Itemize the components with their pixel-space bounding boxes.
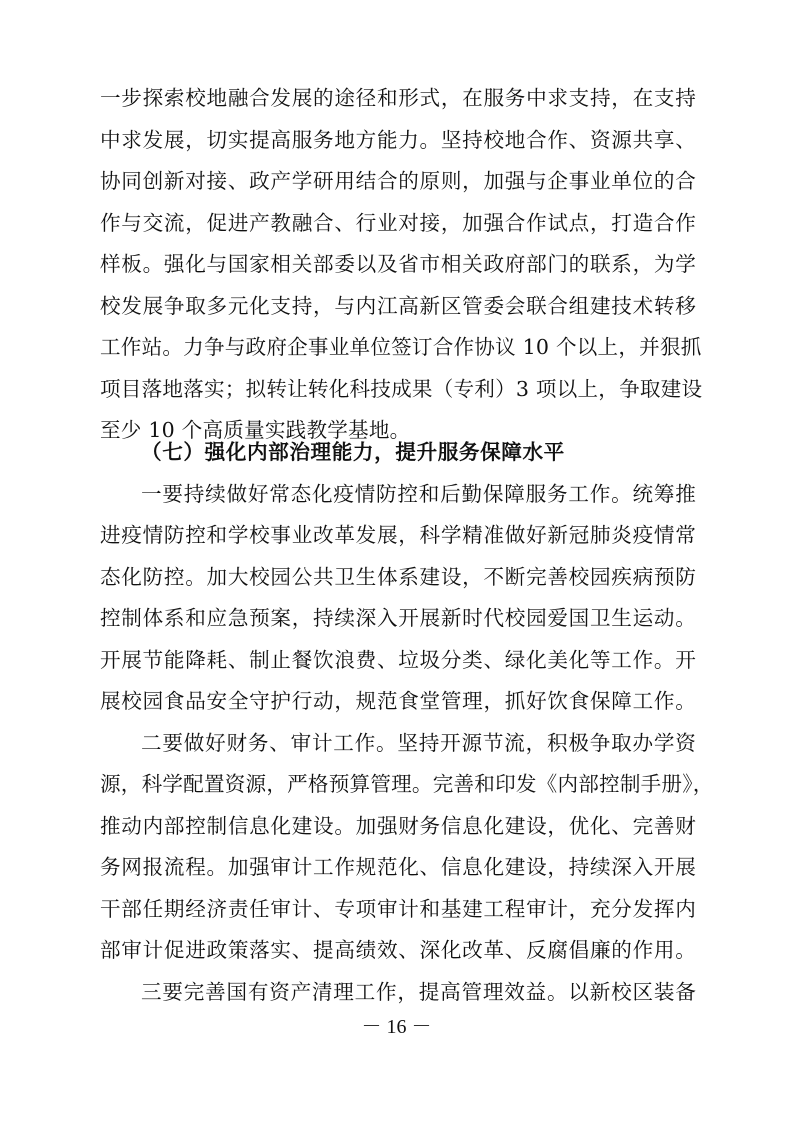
paragraph-line: 进疫情防控和学校事业改革发展，科学精准做好新冠肺炎疫情常 — [100, 523, 696, 547]
paragraph-line: 作与交流，促进产教融合、行业对接，加强合作试点，打造合作 — [100, 211, 696, 235]
page-number: － 16 － — [361, 1016, 432, 1038]
paragraph-line: 项目落地落实；拟转让转化科技成果（专利）3 项以上，争取建设 — [100, 377, 703, 401]
paragraph-line: 展校园食品安全守护行动，规范食堂管理，抓好饮食保障工作。 — [100, 689, 696, 713]
paragraph-line: 源，科学配置资源，严格预算管理。完善和印发《内部控制手册》， — [100, 772, 714, 796]
paragraph-line-first: 三要完善国有资产清理工作，提高管理效益。以新校区装备 — [141, 980, 696, 1004]
paragraph-line-first: 一要持续做好常态化疫情防控和后勤保障服务工作。统筹推 — [141, 482, 696, 506]
paragraph-line: 态化防控。加大校园公共卫生体系建设，不断完善校园疾病预防 — [100, 565, 696, 589]
paragraph-line: 样板。强化与国家相关部委以及省市相关政府部门的联系，为学 — [100, 252, 696, 276]
paragraph-line: 校发展争取多元化支持，与内江高新区管委会联合组建技术转移 — [100, 294, 696, 318]
paragraph-line: 干部任期经济责任审计、专项审计和基建工程审计，充分发挥内 — [100, 897, 696, 921]
paragraph-line: 务网报流程。加强审计工作规范化、信息化建设，持续深入开展 — [100, 855, 696, 879]
section-heading: （七）强化内部治理能力，提升服务保障水平 — [141, 440, 565, 464]
paragraph-line: 工作站。力争与政府企事业单位签订合作协议 10 个以上，并狠抓 — [100, 335, 702, 359]
paragraph-line-last: 至少 10 个高质量实践教学基地。 — [100, 418, 411, 442]
paragraph-line-first: 二要做好财务、审计工作。坚持开源节流，积极争取办学资 — [141, 731, 696, 755]
paragraph-line: 协同创新对接、政产学研用结合的原则，加强与企事业单位的合 — [100, 169, 696, 193]
paragraph-line: 推动内部控制信息化建设。加强财务信息化建设，优化、完善财 — [100, 814, 696, 838]
paragraph-line: 控制体系和应急预案，持续深入开展新时代校园爱国卫生运动。 — [100, 606, 696, 630]
paragraph-line: 中求发展，切实提高服务地方能力。坚持校地合作、资源共享、 — [100, 128, 696, 152]
paragraph-line: 一步探索校地融合发展的途径和形式，在服务中求支持，在支持 — [100, 86, 696, 110]
paragraph-line: 部审计促进政策落实、提高绩效、深化改革、反腐倡廉的作用。 — [100, 938, 696, 962]
paragraph-line: 开展节能降耗、制止餐饮浪费、垃圾分类、绿化美化等工作。开 — [100, 648, 696, 672]
